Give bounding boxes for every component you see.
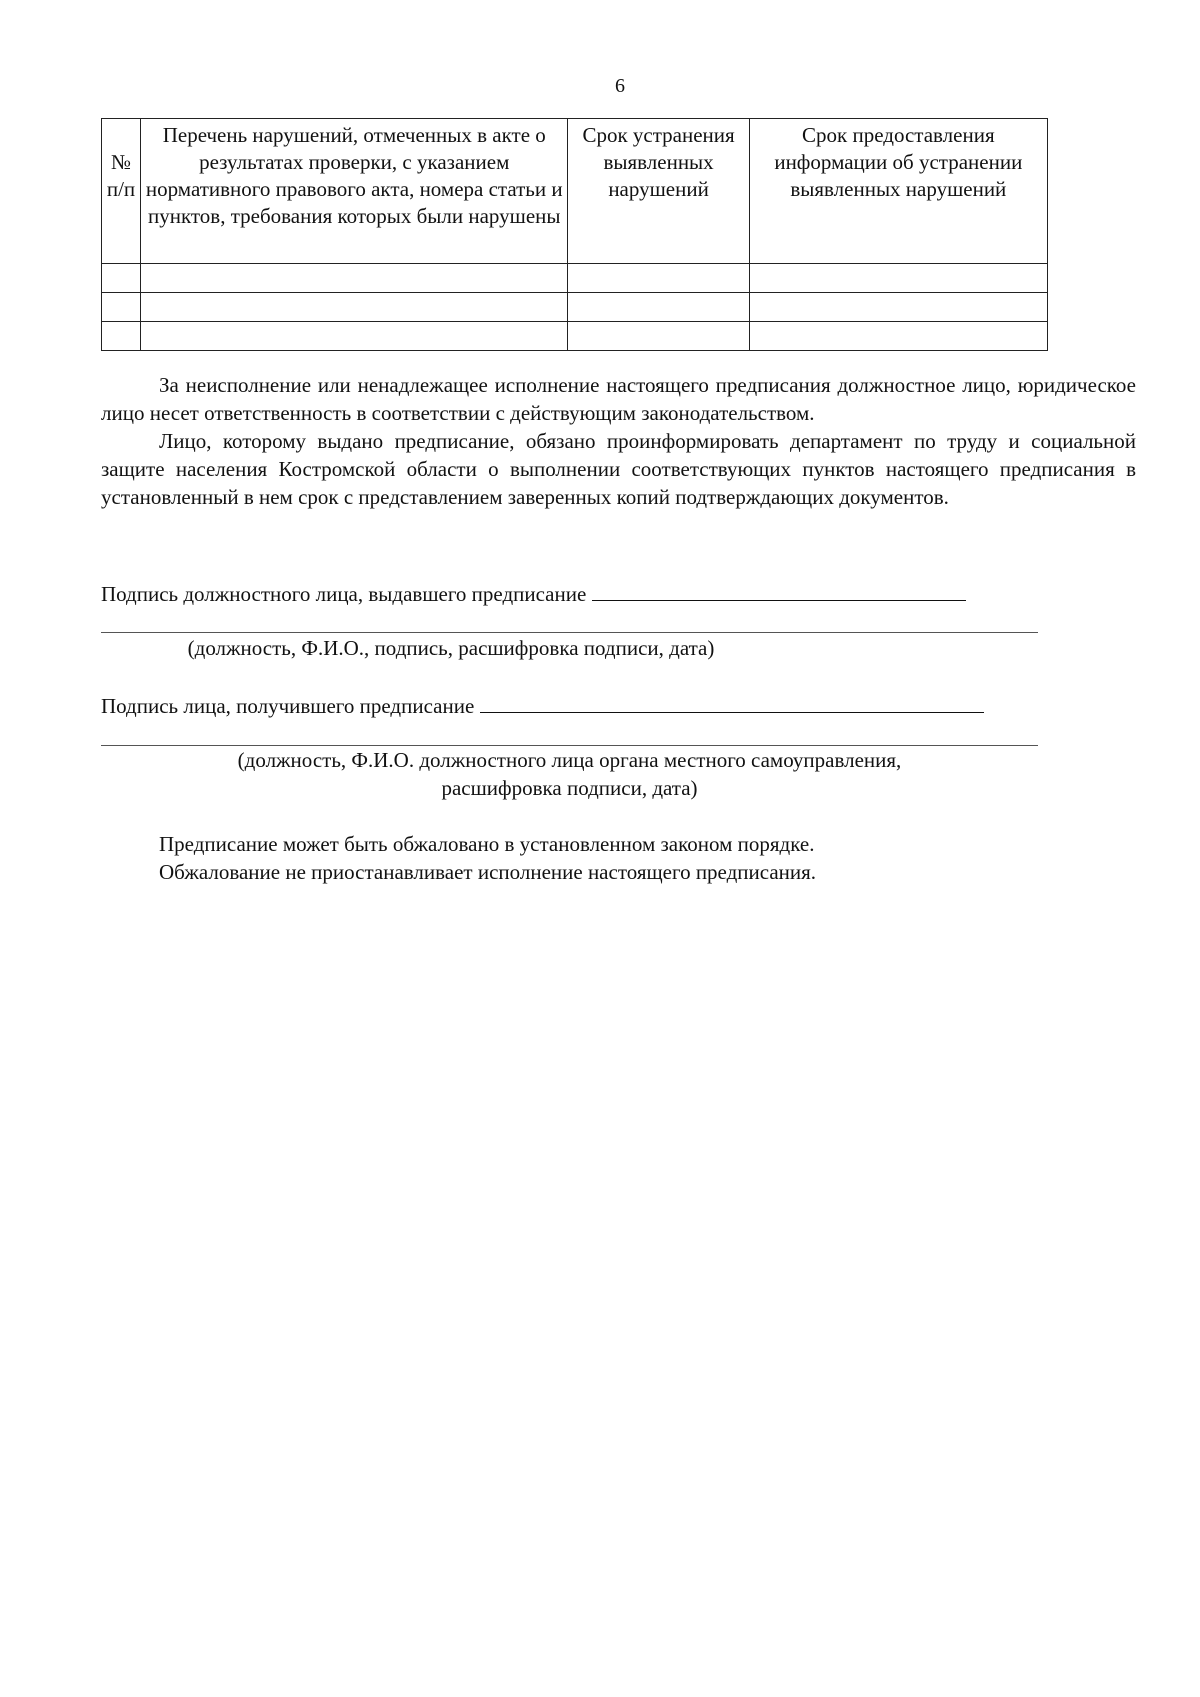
violations-table	[101, 118, 1048, 351]
recipient-signature-blank	[480, 690, 984, 713]
table-row	[102, 293, 1048, 322]
liability-paragraph: За неисполнение или ненадлежащее исполнение настоящего предписания должностное лицо, юридическое лицо несет ответственность в соответствии с действующим законодательством.	[101, 373, 1136, 425]
issuer-signature-blank	[592, 578, 966, 601]
table-row	[102, 264, 1048, 293]
recipient-caption-line-2: расшифровка подписи, дата)	[441, 776, 698, 800]
header-fix-deadline: Срок устранения выявленных нарушений	[568, 119, 749, 264]
table-cell	[102, 322, 141, 351]
recipient-signature-label: Подпись лица, получившего предписание	[101, 694, 475, 718]
recipient-caption	[101, 746, 1038, 802]
recipient-signature-line	[101, 690, 984, 720]
issuer-signature-label: Подпись должностного лица, выдавшего предписание	[101, 582, 587, 606]
recipient-caption-line-1: (должность, Ф.И.О. должностного лица органа местного самоуправления,	[237, 748, 902, 772]
table-cell	[141, 264, 568, 293]
table-cell	[568, 322, 749, 351]
table-row	[102, 322, 1048, 351]
issuer-details-rule	[101, 632, 1038, 633]
header-violations-list: Перечень нарушений, отмеченных в акте о результатах проверки, с указанием нормативного правового акта, номера статьи и пунктов, требования которых были нарушены	[141, 119, 568, 264]
table-cell	[568, 264, 749, 293]
table-header-row	[102, 119, 1048, 264]
table-cell	[102, 264, 141, 293]
page-number: 6	[615, 75, 625, 97]
inform-paragraph: Лицо, которому выдано предписание, обязано проинформировать департамент по труду и социальной защите населения Костромской области о выполнении соответствующих пунктов настоящего предписания в установленный в нем срок с представлением заверенных копий подтверждающих документов.	[101, 429, 1136, 509]
no-suspend-note: Обжалование не приостанавливает исполнение настоящего предписания.	[159, 860, 817, 884]
table-cell	[749, 264, 1047, 293]
table-cell	[749, 322, 1047, 351]
table-cell	[568, 293, 749, 322]
appeal-note: Предписание может быть обжаловано в установленном законом порядке.	[159, 832, 815, 856]
table-cell	[102, 293, 141, 322]
table-cell	[749, 293, 1047, 322]
table-cell	[141, 322, 568, 351]
header-number: № п/п	[102, 119, 141, 264]
table-cell	[141, 293, 568, 322]
issuer-caption: (должность, Ф.И.О., подпись, расшифровка подписи, дата)	[187, 636, 715, 660]
header-report-deadline: Срок предоставления информации об устранении выявленных нарушений	[749, 119, 1047, 264]
issuer-signature-line	[101, 578, 966, 608]
